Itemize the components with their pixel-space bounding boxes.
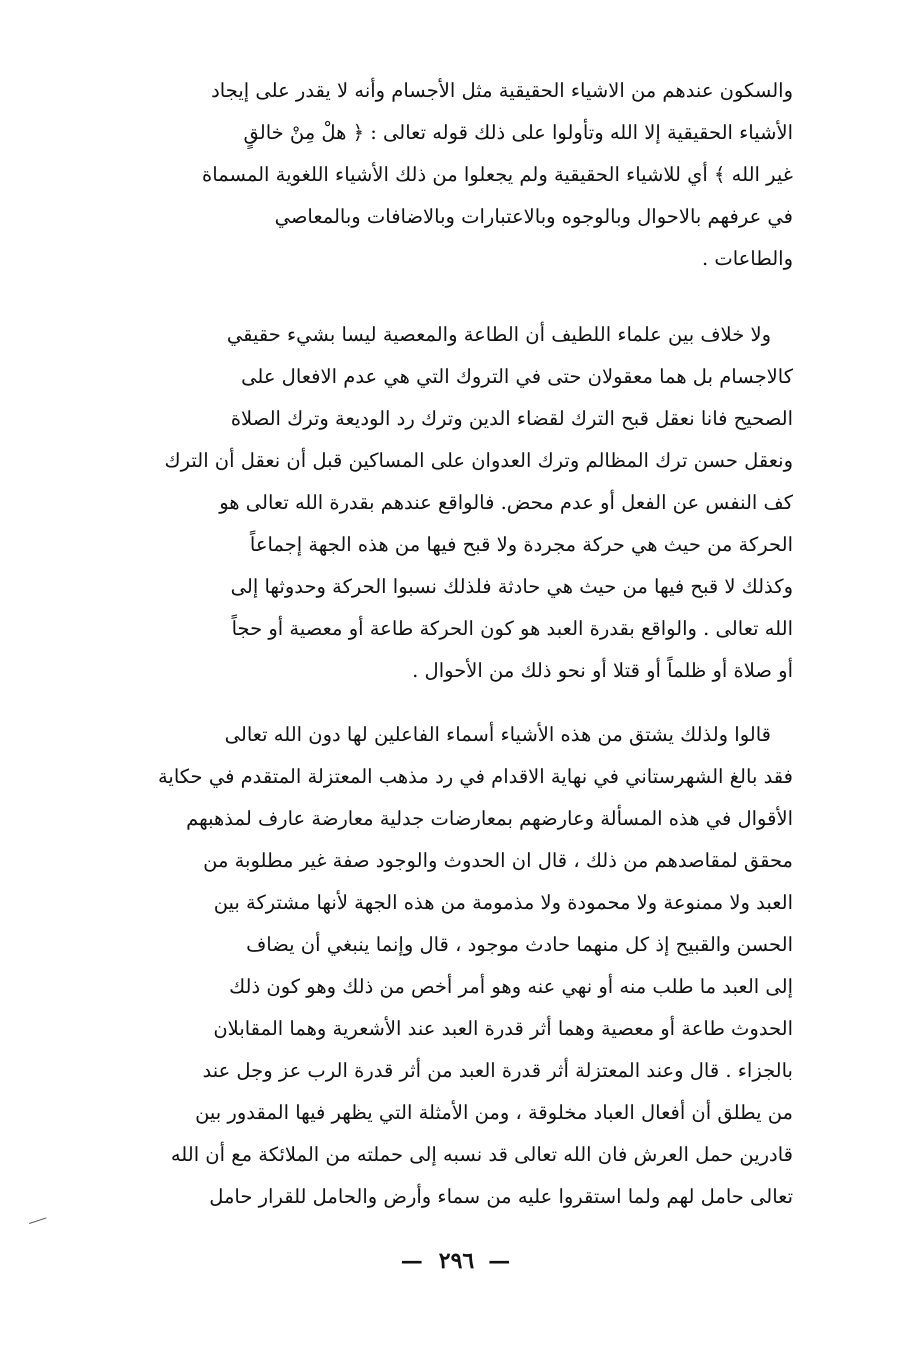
text-line: إلى العبد ما طلب منه أو نهي عنه وهو أمر أخص من ذلك وهو كون ذلك <box>229 975 793 998</box>
text-line: ونعقل حسن ترك المظالم وترك العدوان على المساكين قبل أن نعقل أن الترك <box>164 449 793 472</box>
text-line: الأقوال في هذه المسألة وعارضهم بمعارضات جدلية معارضة عارف لمذهبهم <box>186 807 793 830</box>
text-line: الحركة من حيث هي حركة مجردة ولا قبح فيها من هذه الجهة إجماعاً <box>249 533 793 556</box>
paragraph-2 <box>120 314 793 692</box>
text-line: محقق لمقاصدهم من ذلك ، قال ان الحدوث والوجود صفة غير مطلوبة من <box>203 849 793 872</box>
page-number <box>0 1248 913 1274</box>
text-line: العبد ولا ممنوعة ولا محمودة ولا مذمومة من هذه الجهة لأنها مشتركة بين <box>213 891 793 914</box>
text-line: بالجزاء . قال وعند المعتزلة أثر قدرة العبد من أثر قدرة الرب عز وجل عند <box>202 1059 793 1082</box>
text-line: كف النفس عن الفعل أو عدم محض. فالواقع عندهم بقدرة الله تعالى هو <box>219 491 793 514</box>
text-line: الحدوث طاعة أو معصية وهما أثر قدرة العبد عند الأشعرية وهما المقابلان <box>213 1017 793 1040</box>
text-line: كالاجسام بل هما معقولان حتى في التروك التي هي عدم الافعال على <box>241 365 793 388</box>
text-line: قالوا ولذلك يشتق من هذه الأشياء أسماء الفاعلين لها دون الله تعالى <box>224 723 771 746</box>
paragraph-3 <box>120 714 793 1218</box>
text-line: وكذلك لا قبح فيها من حيث هي حادثة فلذلك نسبوا الحركة وحدوثها إلى <box>230 575 793 598</box>
text-line: غير الله ﴾ أي للاشياء الحقيقية ولم يجعلوا من ذلك الأشياء اللغوية المسماة <box>202 163 793 186</box>
margin-scan-mark <box>29 1217 49 1231</box>
text-line: الصحيح فانا نعقل قبح الترك لقضاء الدين وترك رد الوديعة وترك الصلاة <box>230 407 793 430</box>
page-number-dash-right: — <box>488 1248 513 1274</box>
paragraph-1 <box>120 70 793 280</box>
text-line: تعالى حامل لهم ولما استقروا عليه من سماء وأرض والحامل للقرار حامل <box>209 1185 793 1208</box>
text-line: الأشياء الحقيقية إلا الله وتأولوا على ذلك قوله تعالى : ﴿ هلْ مِنْ خالقٍ <box>243 121 793 144</box>
text-line: ولا خلاف بين علماء اللطيف أن الطاعة والمعصية ليسا بشيء حقيقي <box>226 323 771 346</box>
text-line: من يطلق أن أفعال العباد مخلوقة ، ومن الأمثلة التي يظهر فيها المقدور بين <box>195 1101 793 1124</box>
text-line: قادرين حمل العرش فان الله تعالى قد نسبه إلى حملته من الملائكة مع أن الله <box>170 1143 793 1166</box>
text-line: في عرفهم بالاحوال وبالوجوه وبالاعتبارات وبالاضافات وبالمعاصي <box>274 205 793 228</box>
page-number-dash-left: — <box>400 1248 425 1274</box>
text-line: الله تعالى . والواقع بقدرة العبد هو كون الحركة طاعة أو معصية أو حجاً <box>231 617 793 640</box>
text-line: الحسن والقبيح إذ كل منهما حادث موجود ، قال وإنما ينبغي أن يضاف <box>246 933 793 956</box>
text-line: والسكون عندهم من الاشياء الحقيقية مثل الأجسام وأنه لا يقدر على إيجاد <box>211 79 793 102</box>
text-line: أو صلاة أو ظلماً أو قتلا أو نحو ذلك من الأحوال . <box>412 659 793 682</box>
text-line: والطاعات . <box>701 247 793 270</box>
text-line: فقد بالغ الشهرستاني في نهاية الاقدام في رد مذهب المعتزلة المتقدم في حكاية <box>157 765 793 788</box>
page-number-value: ٢٩٦ <box>438 1248 475 1274</box>
